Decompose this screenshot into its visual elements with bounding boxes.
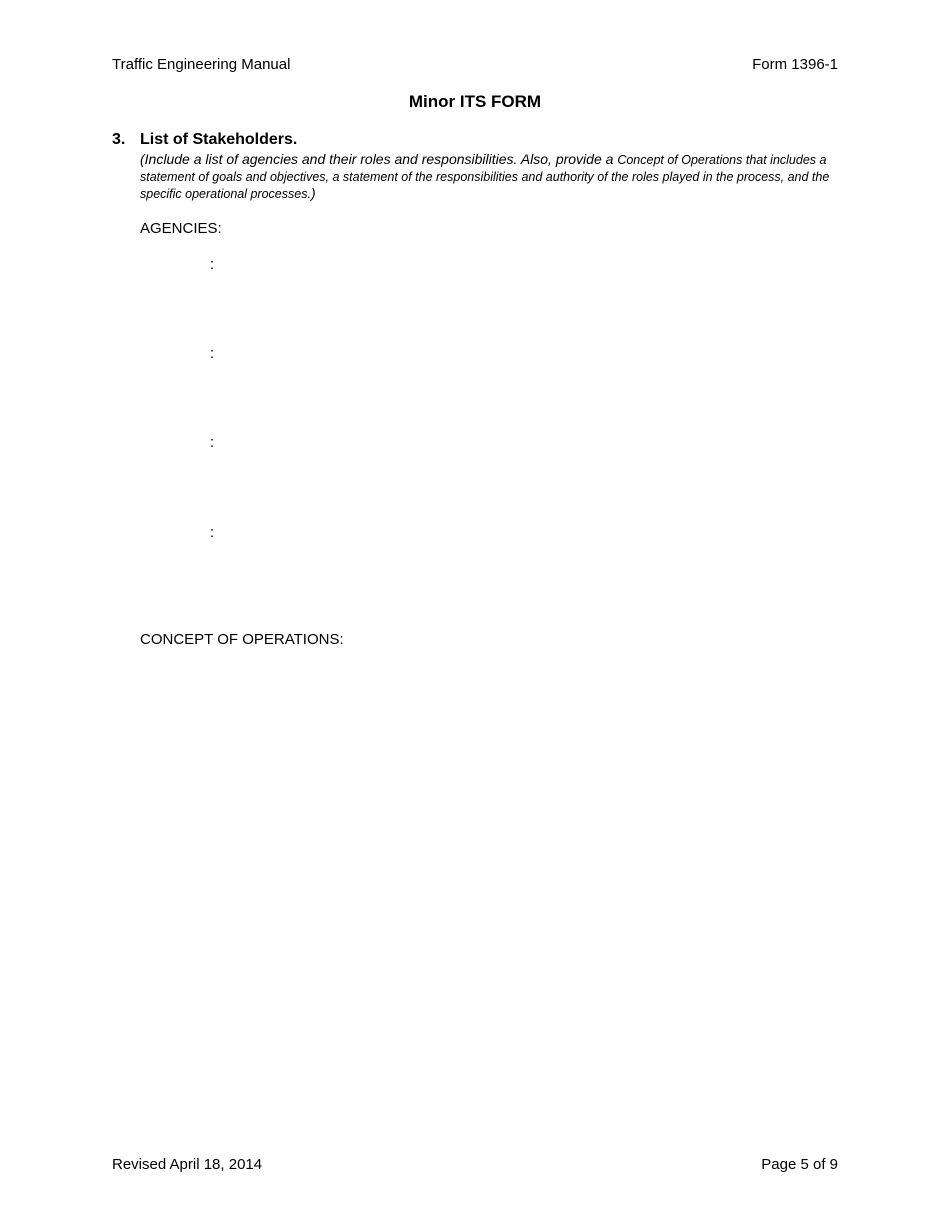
header-form-number: Form 1396-1 xyxy=(752,56,838,73)
section-number: 3. xyxy=(112,131,126,148)
concept-of-operations-label: CONCEPT OF OPERATIONS: xyxy=(140,631,344,648)
agencies-label: AGENCIES: xyxy=(140,220,222,237)
header-manual-title: Traffic Engineering Manual xyxy=(112,56,291,73)
instructions-lead: (Include a list of agencies and their roles and responsibilities. Also, provide a xyxy=(140,151,618,167)
form-title: Minor ITS FORM xyxy=(408,92,542,111)
agency-entry: : xyxy=(210,524,215,541)
agency-entry: : xyxy=(210,256,215,273)
agency-entry: : xyxy=(210,345,215,362)
agency-entry: : xyxy=(210,434,215,451)
instructions-close: ) xyxy=(310,185,316,201)
instructions-rest: Concept of Operations that includes a statement of goals and objectives, a statement of the responsibilities and authority of the roles played in the process, and the specific operational processes. xyxy=(140,153,830,201)
footer-revision-date: Revised April 18, 2014 xyxy=(112,1156,263,1173)
section-instructions xyxy=(140,151,840,203)
footer-page-number: Page 5 of 9 xyxy=(761,1156,838,1173)
section-title: List of Stakeholders. xyxy=(140,131,298,148)
